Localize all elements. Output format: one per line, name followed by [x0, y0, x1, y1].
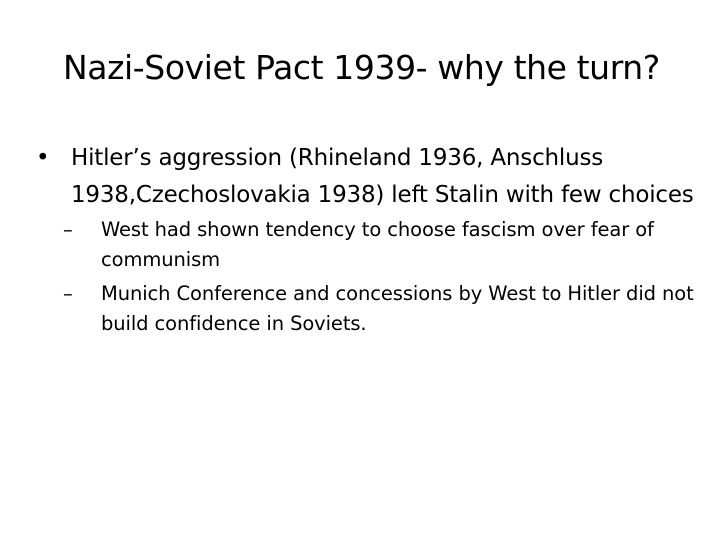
sub-bullet-marker: – — [63, 282, 73, 305]
sub-bullet-text: Munich Conference and concessions by West to Hitler did not build confidence in Soviets. — [101, 282, 694, 335]
sub-bullet-item — [63, 279, 708, 339]
sub-bullet-list — [63, 215, 708, 339]
bullet-marker: • — [36, 145, 50, 171]
sub-bullet-marker: – — [63, 218, 73, 241]
sub-bullet-item — [63, 215, 708, 275]
bullet-text: Hitler’s aggression (Rhineland 1936, Anschluss 1938,Czechoslovakia 1938) left Stalin with few choices — [71, 145, 694, 208]
bullet-item — [36, 140, 708, 214]
slide-body — [36, 140, 708, 343]
slide-title: Nazi-Soviet Pact 1939- why the turn? — [63, 48, 660, 87]
sub-bullet-text: West had shown tendency to choose fascism over fear of communism — [101, 218, 654, 271]
